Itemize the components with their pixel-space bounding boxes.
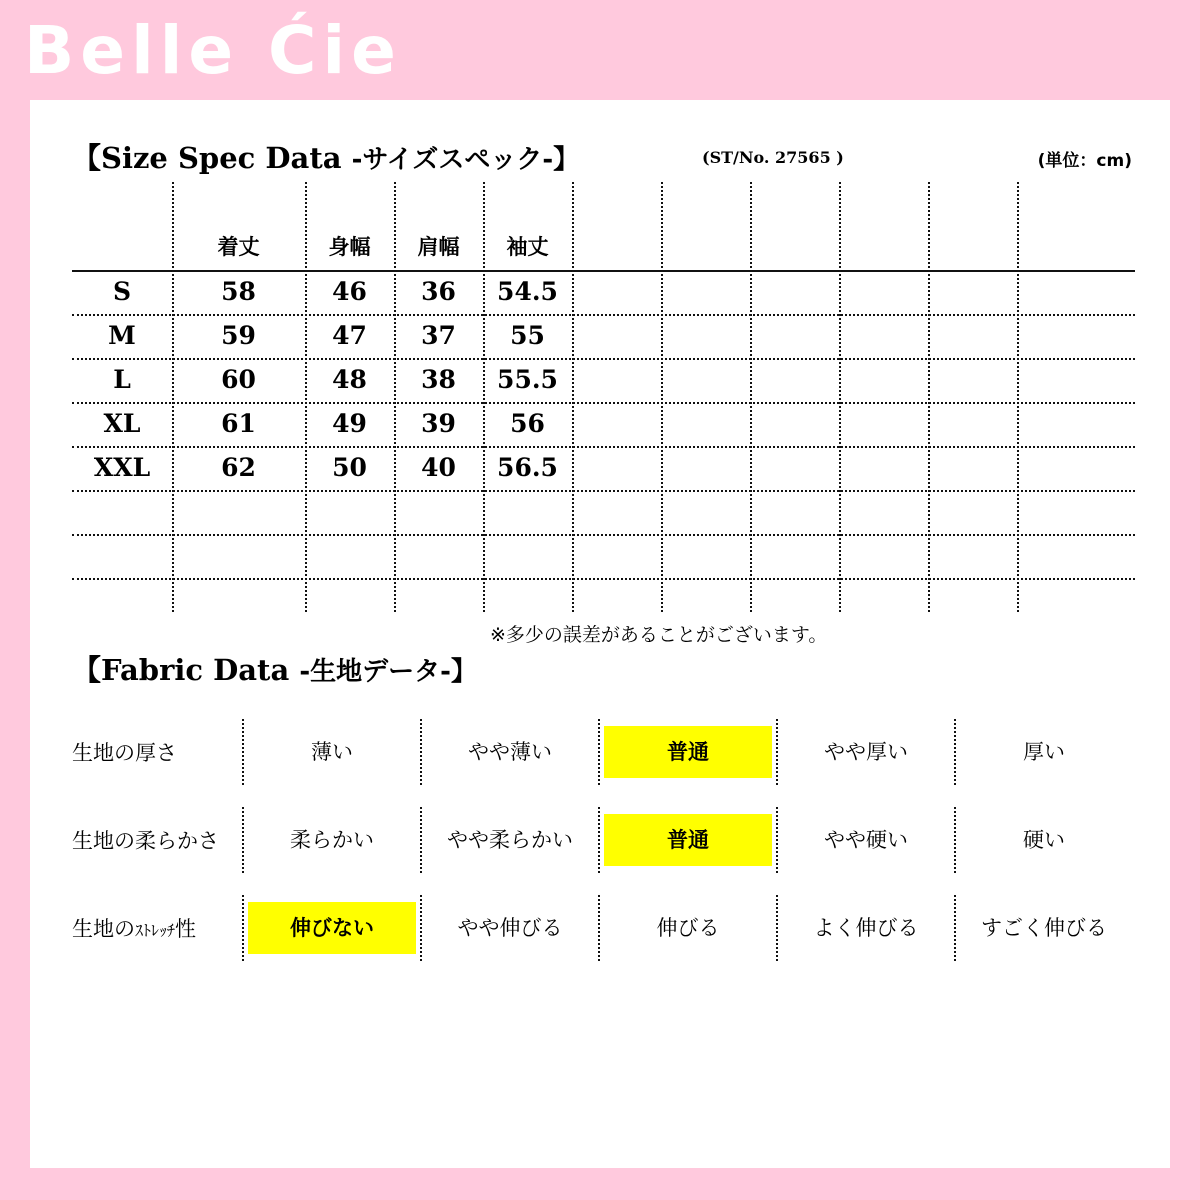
- fabric-option[interactable]: よく伸びる: [813, 916, 919, 940]
- content-card: [30, 100, 1170, 1168]
- grid-vline: [954, 895, 956, 961]
- table-cell: 46: [332, 277, 367, 306]
- table-cell: 38: [421, 365, 456, 394]
- table-cell: 56: [510, 409, 545, 438]
- table-cell: 39: [421, 409, 456, 438]
- fabric-data-header: [72, 648, 477, 689]
- table-cell: 60: [221, 365, 256, 394]
- grid-hline: [72, 314, 1135, 316]
- grid-vline: [598, 895, 600, 961]
- fabric-option[interactable]: 柔らかい: [290, 828, 374, 852]
- fabric-row-stretch: [72, 884, 1132, 972]
- row-size-label: S: [112, 277, 132, 306]
- size-spec-header: [72, 136, 1132, 176]
- unit-label: (単位：cm): [1037, 151, 1132, 171]
- fabric-option[interactable]: すごく伸びる: [981, 916, 1107, 940]
- column-header-3: 肩幅: [417, 235, 460, 259]
- measurement-note: ※多少の誤差があることがございます。: [490, 624, 828, 646]
- fabric-option[interactable]: 薄い: [311, 740, 353, 764]
- row-size-label: XL: [103, 409, 141, 438]
- table-cell: 55.5: [497, 365, 558, 394]
- grid-hline: [72, 270, 1135, 272]
- fabric-option-selected[interactable]: 伸びない: [248, 902, 416, 954]
- grid-hline: [72, 490, 1135, 492]
- fabric-row-label: 生地のｽﾄﾚｯﾁ性: [72, 917, 197, 941]
- grid-vline: [598, 807, 600, 873]
- grid-hline: [72, 446, 1135, 448]
- table-cell: 49: [332, 409, 367, 438]
- fabric-row-label: 生地の柔らかさ: [72, 829, 219, 853]
- grid-vline: [420, 895, 422, 961]
- grid-vline: [242, 807, 244, 873]
- table-cell: 56.5: [497, 453, 558, 482]
- size-spec-table: [72, 182, 1135, 612]
- grid-vline: [776, 719, 778, 785]
- table-cell: 48: [332, 365, 367, 394]
- table-cell: 58: [221, 277, 256, 306]
- fabric-row-softness: [72, 796, 1132, 884]
- fabric-option-selected[interactable]: 普通: [604, 814, 772, 866]
- fabric-option[interactable]: やや柔らかい: [447, 828, 573, 852]
- fabric-row-thickness: [72, 708, 1132, 796]
- fabric-option[interactable]: やや薄い: [468, 740, 552, 764]
- grid-vline: [954, 719, 956, 785]
- fabric-data-title: 【Fabric Data -生地データ-】: [72, 653, 477, 687]
- grid-vline: [1017, 182, 1019, 612]
- table-cell: 59: [221, 321, 256, 350]
- grid-hline: [72, 402, 1135, 404]
- row-size-label: M: [108, 321, 136, 350]
- fabric-option[interactable]: やや伸びる: [457, 916, 563, 940]
- grid-vline: [750, 182, 752, 612]
- grid-vline: [954, 807, 956, 873]
- table-cell: 36: [421, 277, 456, 306]
- grid-hline: [72, 534, 1135, 536]
- table-cell: 40: [421, 453, 456, 482]
- table-cell: 50: [332, 453, 367, 482]
- grid-vline: [420, 719, 422, 785]
- size-spec-title: 【Size Spec Data -サイズスペック-】: [72, 141, 580, 175]
- table-cell: 61: [221, 409, 256, 438]
- grid-vline: [661, 182, 663, 612]
- table-cell: 47: [332, 321, 367, 350]
- table-cell: 37: [421, 321, 456, 350]
- column-header-1: 着丈: [217, 235, 260, 259]
- grid-vline: [572, 182, 574, 612]
- row-size-label: XXL: [93, 453, 151, 482]
- brand-logo: Belle Ćie: [24, 12, 402, 89]
- grid-vline: [776, 895, 778, 961]
- fabric-option[interactable]: 厚い: [1023, 740, 1065, 764]
- grid-vline: [420, 807, 422, 873]
- grid-vline: [839, 182, 841, 612]
- fabric-option[interactable]: 伸びる: [656, 916, 720, 940]
- fabric-data-table: [72, 708, 1132, 972]
- grid-vline: [242, 719, 244, 785]
- style-number: (ST/No. 27565 ): [702, 148, 844, 167]
- grid-vline: [776, 807, 778, 873]
- fabric-option[interactable]: 硬い: [1023, 828, 1065, 852]
- fabric-row-label: 生地の厚さ: [72, 741, 177, 765]
- table-cell: 55: [510, 321, 545, 350]
- fabric-option[interactable]: やや厚い: [824, 740, 908, 764]
- grid-vline: [598, 719, 600, 785]
- grid-hline: [72, 578, 1135, 580]
- row-size-label: L: [113, 365, 131, 394]
- column-header-2: 身幅: [328, 235, 371, 259]
- table-cell: 62: [221, 453, 256, 482]
- fabric-option[interactable]: やや硬い: [824, 828, 908, 852]
- grid-vline: [242, 895, 244, 961]
- grid-hline: [72, 358, 1135, 360]
- grid-vline: [928, 182, 930, 612]
- table-cell: 54.5: [497, 277, 558, 306]
- fabric-option-selected[interactable]: 普通: [604, 726, 772, 778]
- column-header-4: 袖丈: [506, 235, 549, 259]
